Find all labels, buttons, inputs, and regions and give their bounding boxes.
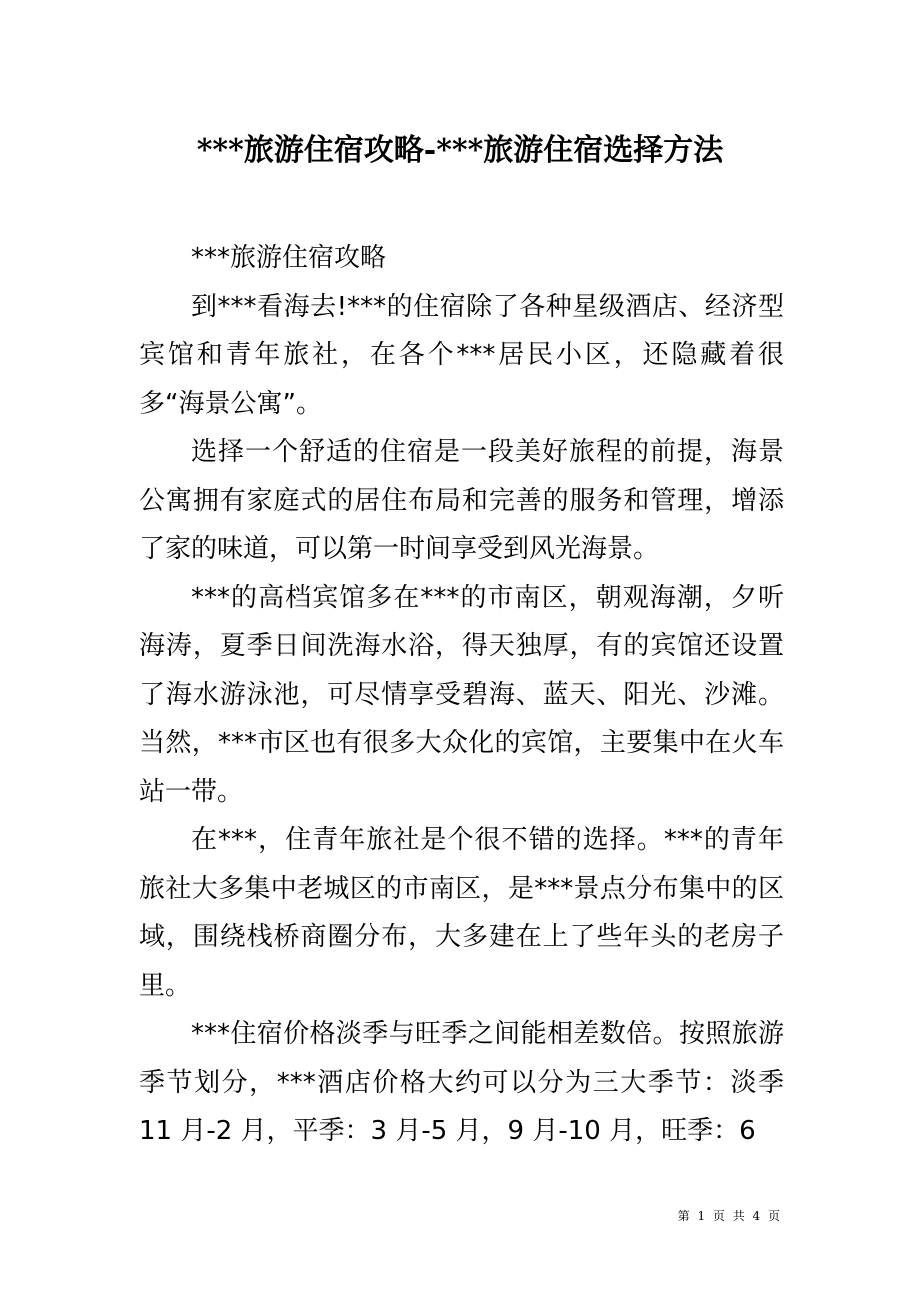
paragraph: ***的高档宾馆多在***的市南区，朝观海潮，夕听海涛，夏季日间洗海水浴，得天独厚，有的宾馆还设置了海水游泳池，可尽情享受碧海、蓝天、阳光、沙滩。当然，***市区也有很多大众化的宾馆，主要集中在火车站一带。 xyxy=(139,582,784,807)
paragraph: 选择一个舒适的住宿是一段美好旅程的前提，海景公寓拥有家庭式的居住布局和完善的服务和管理，增添了家的味道，可以第一时间享受到风光海景。 xyxy=(139,437,784,564)
paragraph: 到***看海去!***的住宿除了各种星级酒店、经济型宾馆和青年旅社，在各个***居民小区，还隐藏着很多“海景公寓”。 xyxy=(139,291,784,419)
document-title: ***旅游住宿攻略-***旅游住宿选择方法 xyxy=(196,133,724,168)
paragraph: ***住宿价格淡季与旺季之间能相差数倍。按照旅游季节划分，***酒店价格大约可以分为三大季节：淡季 11 月-2 月，平季：3 月-5 月，9 月-10 月，旺季：6 xyxy=(139,1019,784,1146)
paragraph-heading: ***旅游住宿攻略 xyxy=(191,243,387,273)
page-number-footer: 第 1 页 共 4 页 xyxy=(677,1209,782,1223)
document-body xyxy=(139,234,784,1156)
paragraph: 在***，住青年旅社是个很不错的选择。***的青年旅社大多集中老城区的市南区，是***景点分布集中的区域，围绕栈桥商圈分布，大多建在上了些年头的老房子里。 xyxy=(139,825,784,1001)
